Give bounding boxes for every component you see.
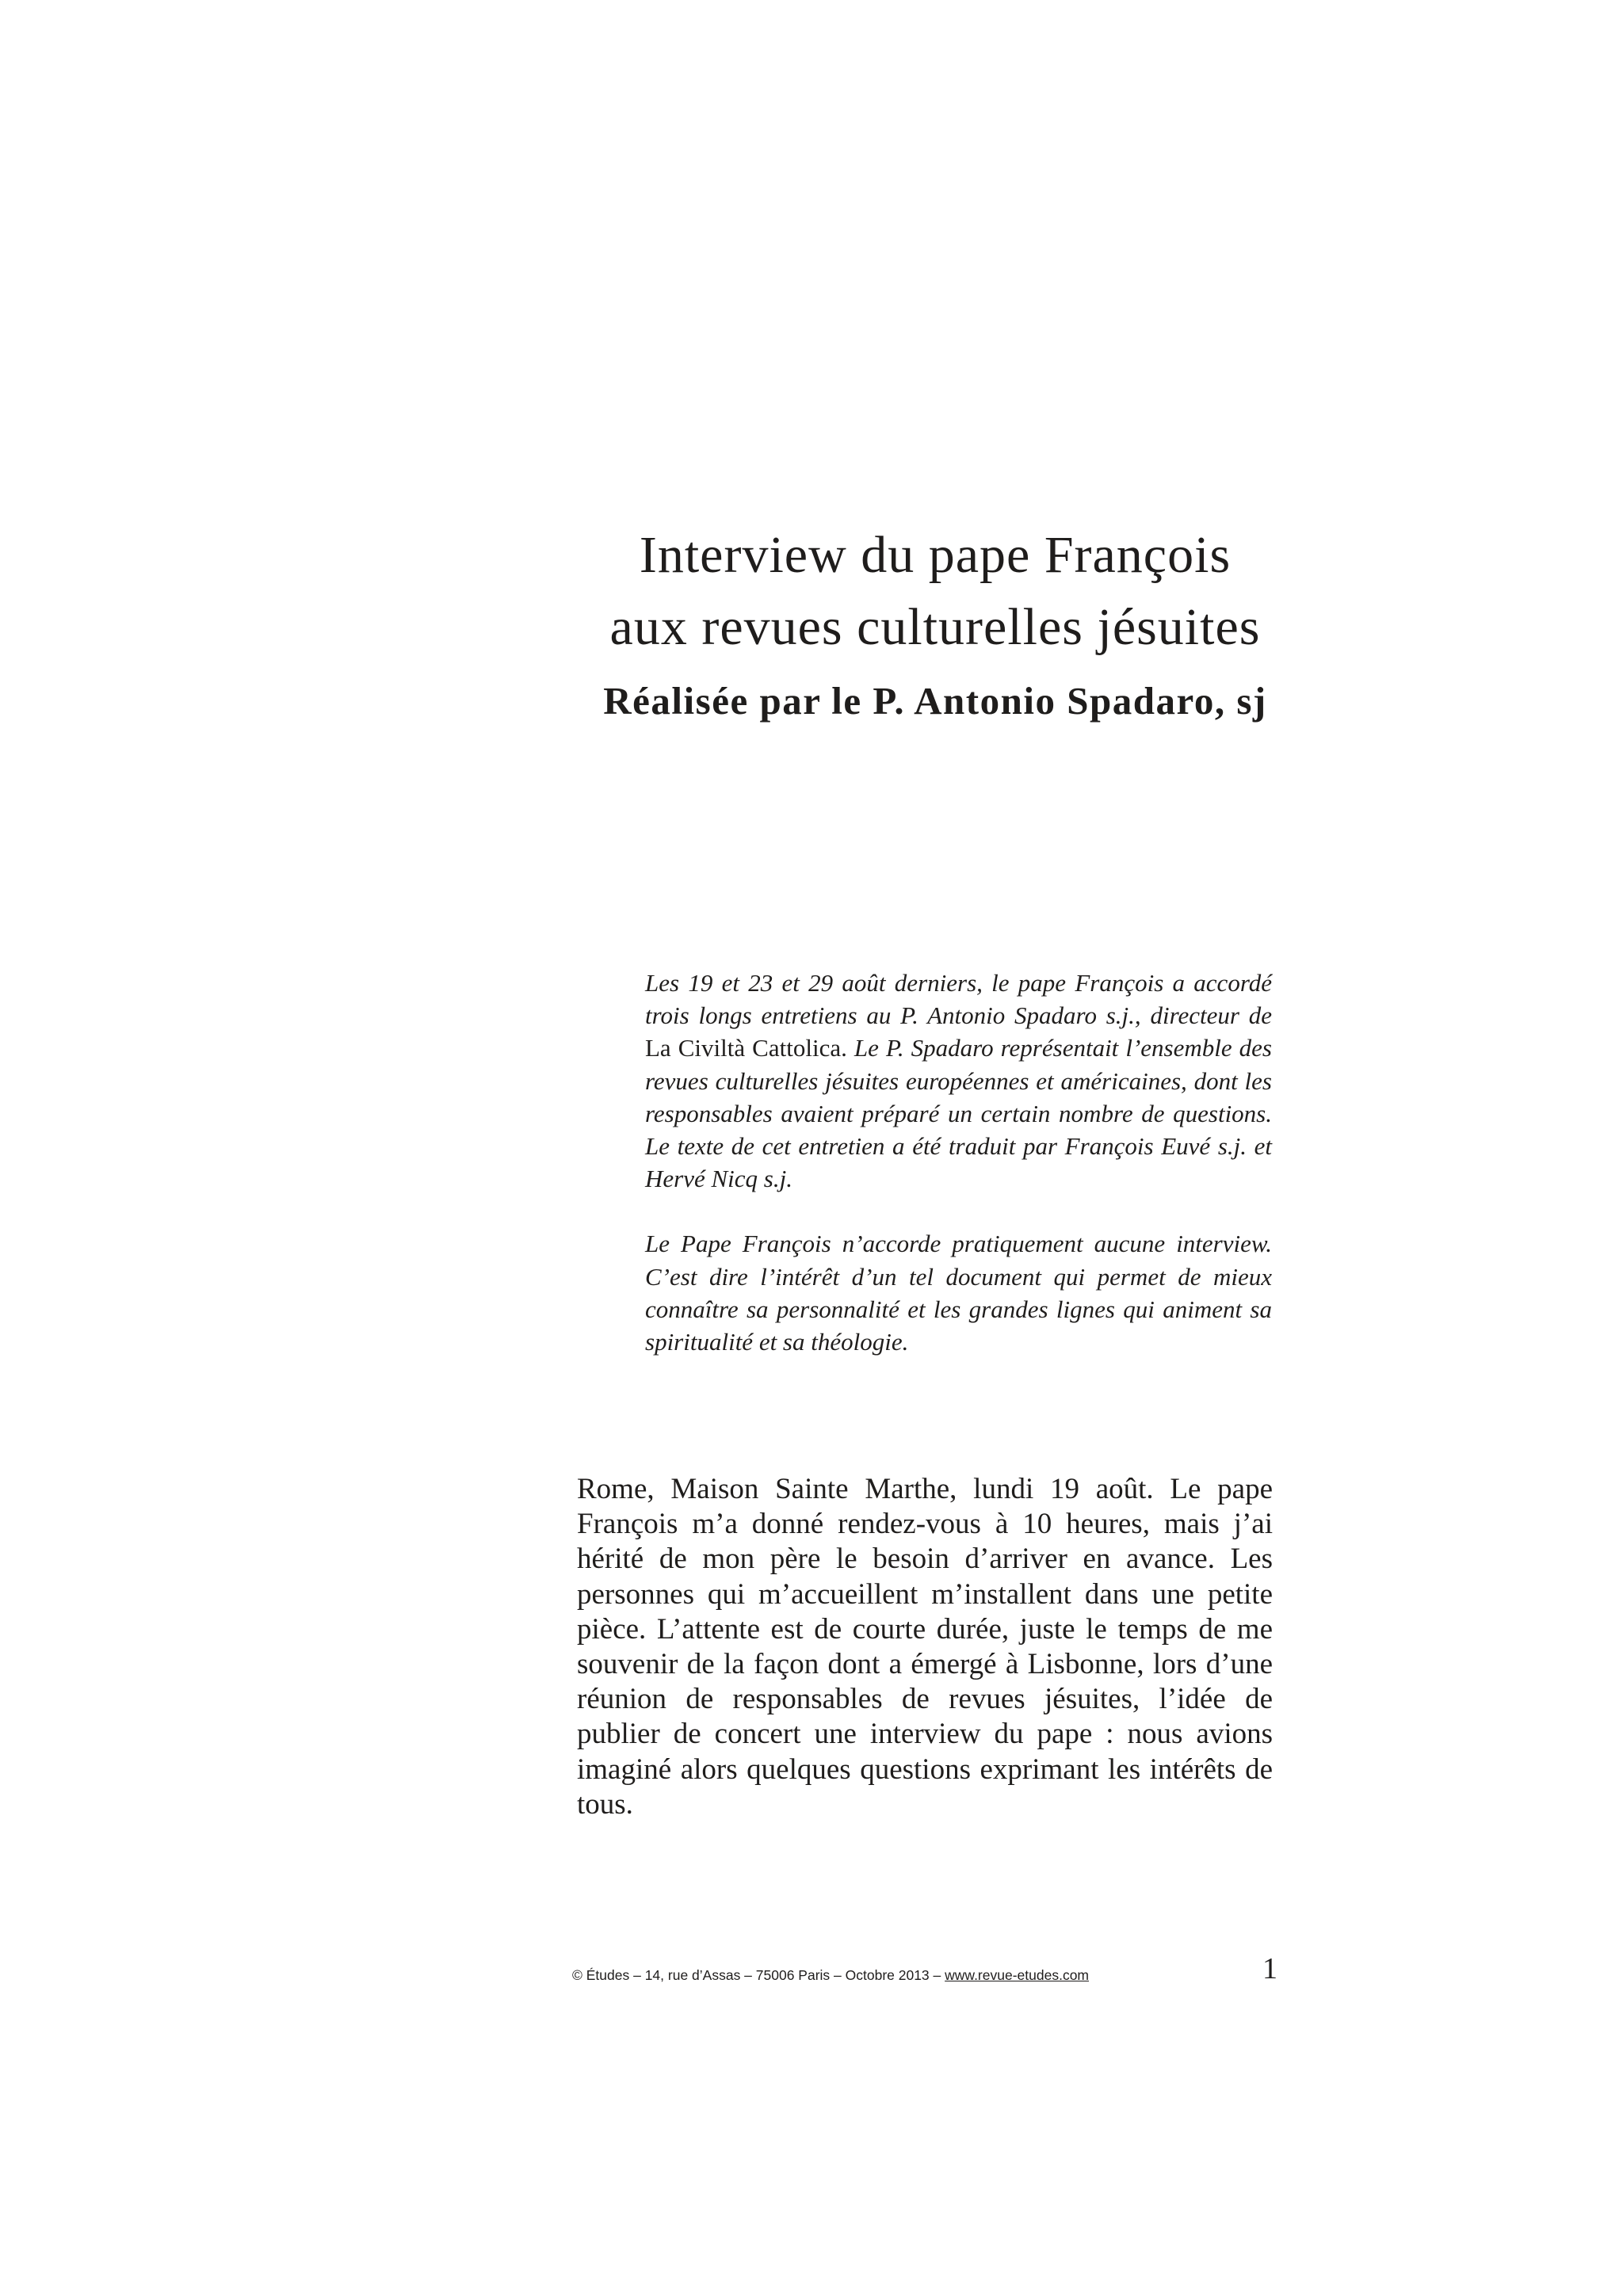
website-link[interactable]: www.revue-etudes.com [945,1967,1090,1983]
article-subtitle: Réalisée par le P. Antonio Spadaro, sj [603,679,1267,723]
intro-text-part-1: Les 19 et 23 et 29 août derniers, le pape François a accordé trois longs entretiens au P. Antonio Spadaro s.j., directeur de [645,969,1272,1030]
publication-name: La Civiltà Cattolica. [645,1034,847,1062]
page-number: 1 [1262,1952,1277,1985]
intro-text-part-2: Le P. Spadaro représentait l’ensemble des revues culturelles jésuites européennes et américaines, dont les responsables avaient préparé un certain nombre de questions. Le texte de cet entretien a été traduit par François Euvé s.j. et Hervé Nicq s.j. [645,1034,1272,1193]
intro-paragraph-1 [645,967,1272,1195]
copyright-text: © Études – 14, rue d’Assas – 75006 Paris – Octobre 2013 – [572,1967,945,1983]
intro-section [645,967,1272,1358]
article-title-line-2: aux revues culturelles jésuites [609,598,1261,656]
intro-paragraph-2: Le Pape François n’accorde pratiquement aucune interview. C’est dire l’intérêt d’un tel document qui permet de mieux connaître sa personnalité et les grandes lignes qui animent sa spiritualité et sa théologie. [645,1230,1272,1356]
article-title-line-1: Interview du pape François [639,526,1232,584]
page-footer [572,1952,1277,1993]
article-header [555,526,1316,723]
footer-copyright [572,1966,1089,1984]
body-paragraph: Rome, Maison Sainte Marthe, lundi 19 août. Le pape François m’a donné rendez-vous à 10 heures, mais j’ai hérité de mon père le besoin d’arriver en avance. Les personnes qui m’accueillent m’installent dans une petite pièce. L’attente est de courte durée, juste le temps de me souvenir de la façon dont a émergé à Lisbonne, lors d’une réunion de responsables de revues jésuites, l’idée de publier de concert une interview du pape : nous avions imaginé alors quelques questions exprimant les intérêts de tous. [577,1473,1273,1821]
